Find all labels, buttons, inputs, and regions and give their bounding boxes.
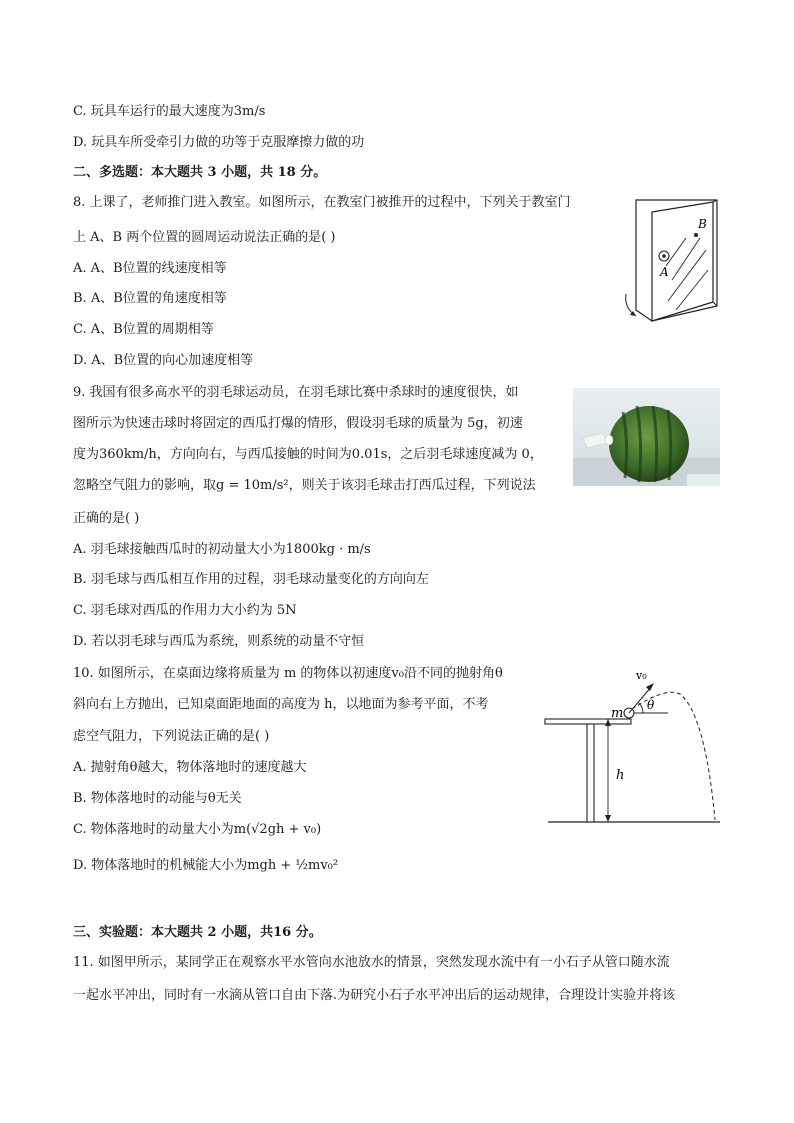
section-heading-multi-choice: 二、多选题：本大题共 3 小题，共 18 分。 (73, 165, 327, 180)
label-a: A (660, 265, 669, 279)
q9-option-a: A. 羽毛球接触西瓜时的初动量大小为1800kg · m/s (73, 542, 371, 557)
q11-stem-line-2: 一起水平冲出，同时有一水滴从管口自由下落.为研究小石子水平冲出后的运动规律，合理设计实验并将该 (73, 988, 676, 1003)
option-d-prev: D. 玩具车所受牵引力做的功等于克服摩擦力做的功 (73, 135, 365, 150)
q8-option-b: B. A、B位置的角速度相等 (73, 291, 227, 306)
label-b: B (698, 217, 707, 231)
label-h: h (616, 768, 625, 783)
q11-stem-line-1: 11. 如图甲所示，某同学正在观察水平水管向水池放水的情景，突然发现水流中有一小石子从管口随水流 (73, 955, 670, 970)
q9-stem-line-3: 度为360km/h，方向向右，与西瓜接触的时间为0.01s，之后羽毛球速度减为 0， (73, 447, 543, 462)
q9-option-d: D. 若以羽毛球与西瓜为系统，则系统的动量不守恒 (73, 634, 365, 649)
q10-stem-line-1: 10. 如图所示，在桌面边缘将质量为 m 的物体以初速度v₀沿不同的抛射角θ (73, 666, 503, 681)
q9-stem-line-2: 图所示为快速击球时将固定的西瓜打爆的情形，假设羽毛球的质量为 5g，初速 (73, 416, 523, 431)
q9-stem-line-5: 正确的是( ) (73, 511, 140, 526)
q10-option-a: A. 抛射角θ越大，物体落地时的速度越大 (73, 760, 307, 775)
q9-option-b: B. 羽毛球与西瓜相互作用的过程，羽毛球动量变化的方向向左 (73, 572, 429, 587)
q8-option-a: A. A、B位置的线速度相等 (73, 261, 227, 276)
projectile-figure (540, 662, 725, 828)
q9-stem-line-1: 9. 我国有很多高水平的羽毛球运动员，在羽毛球比赛中杀球时的速度很快，如 (73, 385, 519, 400)
q8-stem-line-1: 8. 上课了，老师推门进入教室。如图所示，在教室门被推开的过程中，下列关于教室门 (73, 195, 571, 210)
q10-stem-line-3: 虑空气阻力，下列说法正确的是( ) (73, 729, 270, 744)
q8-option-d: D. A、B位置的向心加速度相等 (73, 353, 254, 368)
velocity-arrow (646, 683, 654, 691)
q8-stem-line-2: 上 A、B 两个位置的圆周运动说法正确的是( ) (73, 230, 336, 245)
option-c-prev: C. 玩具车运行的最大速度为3m/s (73, 104, 266, 119)
q10-option-c: C. 物体落地时的动量大小为m(√2gh + v₀) (73, 822, 322, 837)
watermelon-photo (573, 388, 720, 486)
table-leg (587, 724, 594, 822)
point-b-marker (694, 233, 698, 237)
label-v0: v₀ (636, 669, 647, 682)
q8-option-c: C. A、B位置的周期相等 (73, 322, 214, 337)
q9-stem-line-4: 忽略空气阻力的影响，取g = 10m/s²，则关于该羽毛球击打西瓜过程，下列说法 (73, 478, 536, 493)
shuttlecock-icon (583, 433, 607, 448)
q10-option-d: D. 物体落地时的机械能大小为mgh + ½mv₀² (73, 858, 339, 873)
q10-stem-line-2: 斜向右上方抛出，已知桌面距地面的高度为 h，以地面为参考平面，不考 (73, 697, 489, 712)
door-figure (620, 198, 725, 323)
section-heading-experiment: 三、实验题：本大题共 2 小题，共16 分。 (73, 925, 322, 940)
label-theta: θ (647, 698, 655, 712)
trajectory-path (632, 692, 715, 820)
q10-option-b: B. 物体落地时的动能与θ无关 (73, 791, 242, 806)
label-m: m (611, 706, 624, 721)
q9-option-c: C. 羽毛球对西瓜的作用力大小约为 5N (73, 603, 297, 618)
